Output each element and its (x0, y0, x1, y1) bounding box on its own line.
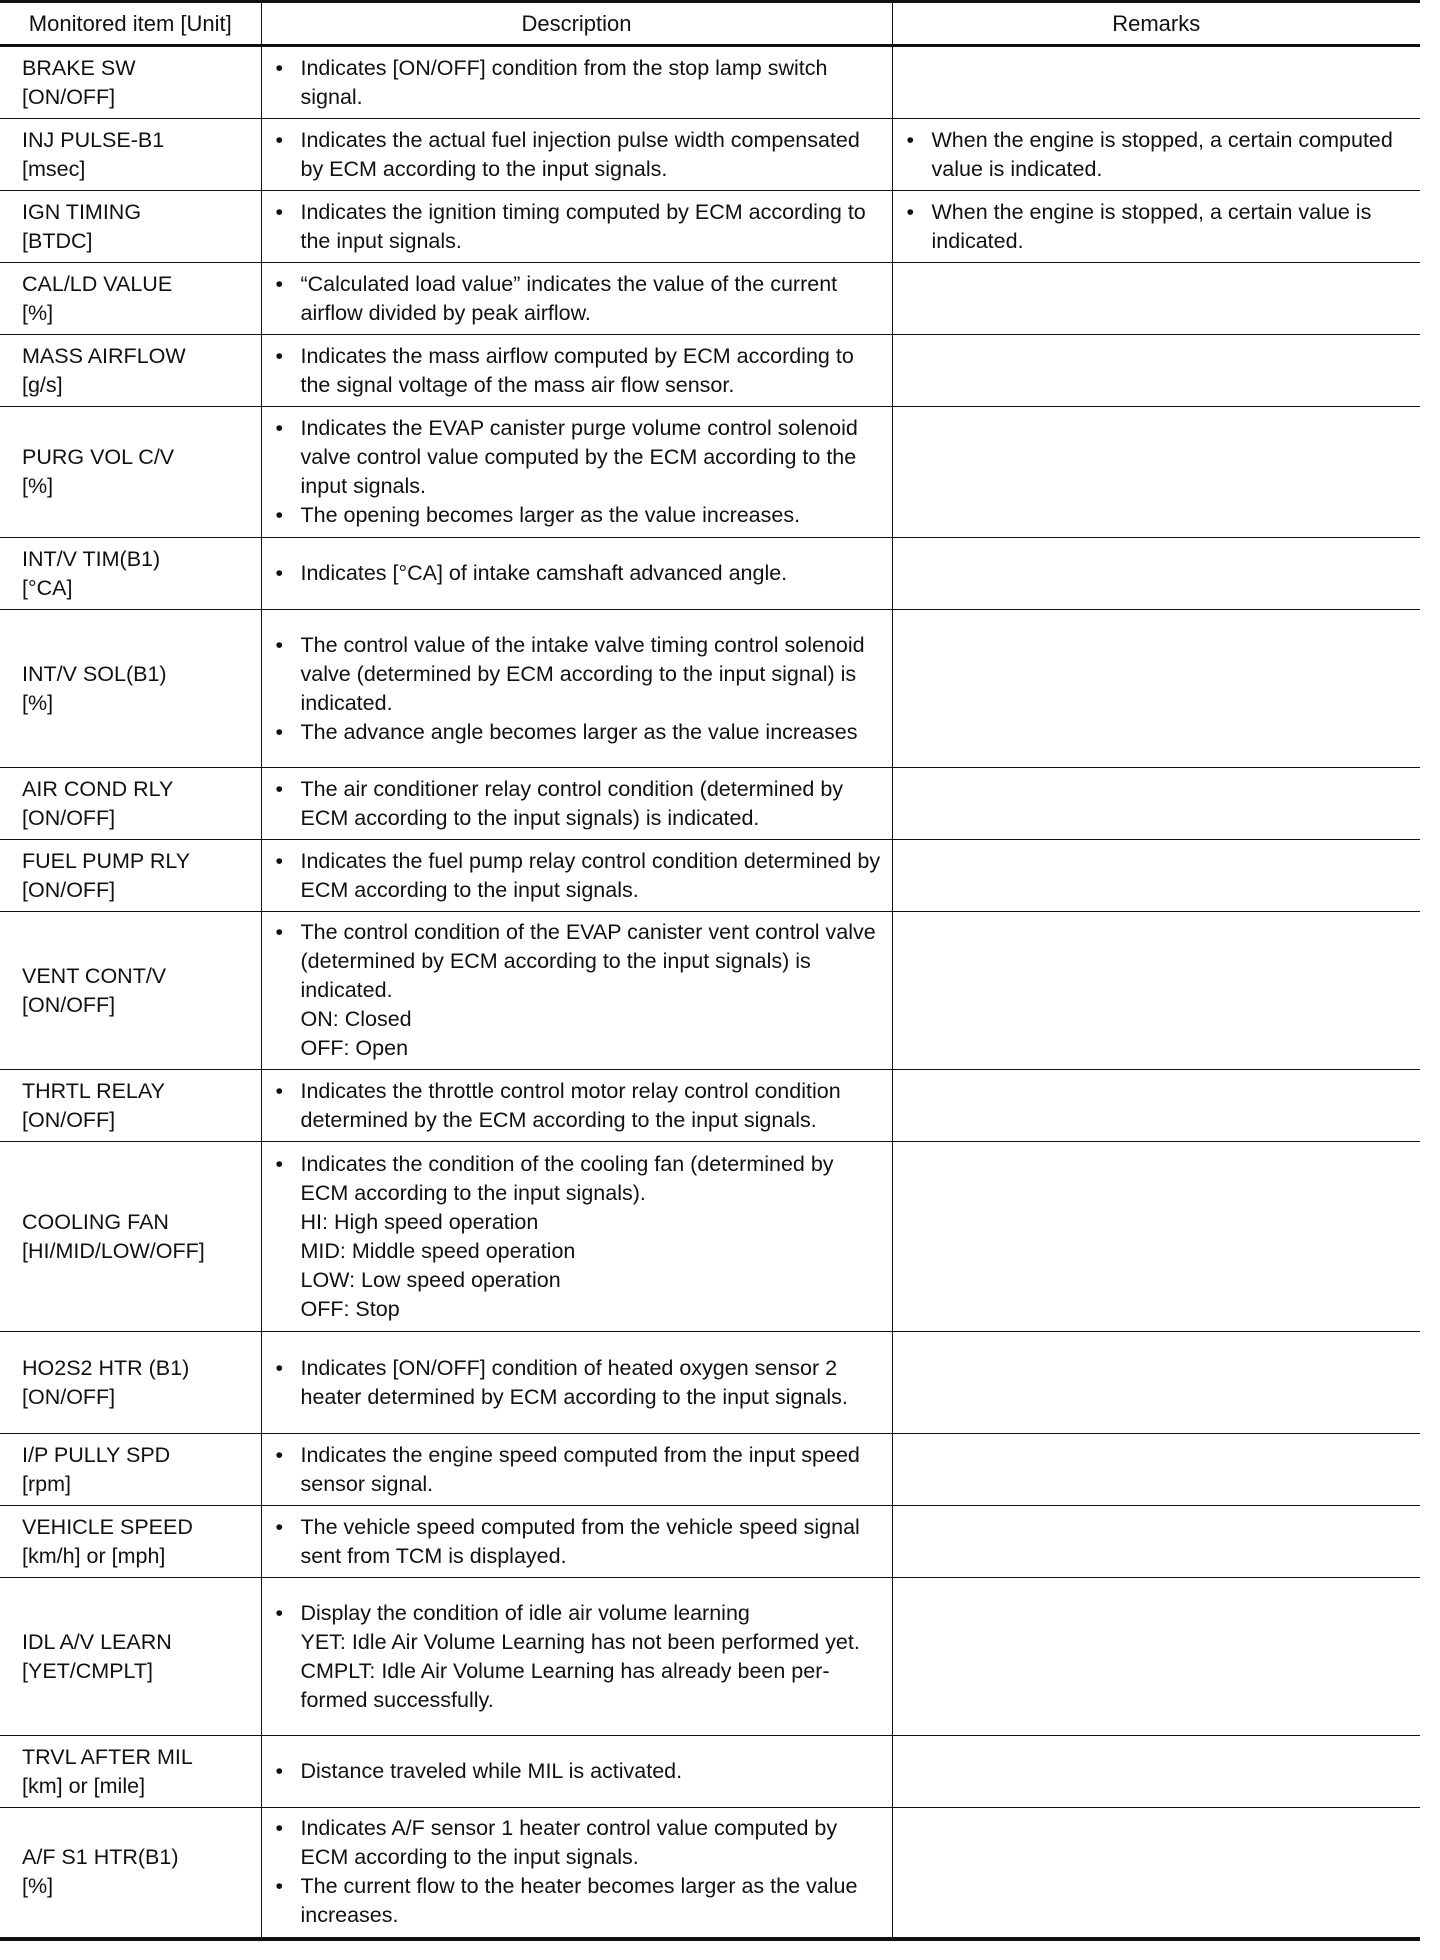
item-name: VENT CONT/V (22, 963, 167, 988)
description-subline: CMPLT: Idle Air Volume Learning has already been performed successfully. (300, 1658, 830, 1712)
description-cell (261, 768, 892, 840)
item-unit: [YET/CMPLT] (22, 1658, 154, 1683)
item-unit: [km/h] or [mph] (22, 1543, 166, 1568)
item-name: CAL/LD VALUE (22, 271, 173, 296)
description-cell (261, 46, 892, 119)
description-bullet: • The air conditioner relay control condition (determined by ECM according to the input signals) is indicated. (274, 775, 886, 833)
table-row (0, 1506, 1420, 1578)
item-unit: [%] (22, 1874, 54, 1899)
monitored-item-cell (0, 1578, 261, 1736)
description-bullet: • Indicates [°CA] of intake camshaft advanced angle. (274, 559, 886, 588)
description-subline: HI: High speed operation (300, 1209, 539, 1234)
item-unit: [msec] (22, 156, 86, 181)
item-name: COOLING FAN (22, 1209, 169, 1234)
item-unit: [°CA] (22, 575, 73, 600)
table-row (0, 768, 1420, 840)
table-row (0, 263, 1420, 335)
header-remarks: Remarks (892, 2, 1420, 46)
description-cell (261, 263, 892, 335)
table-row (0, 191, 1420, 263)
description-cell (261, 1808, 892, 1939)
item-name: I/P PULLY SPD (22, 1442, 171, 1467)
remarks-cell (892, 1808, 1420, 1939)
table-row (0, 46, 1420, 119)
table-row (0, 1070, 1420, 1142)
table-row (0, 1434, 1420, 1506)
description-bullet: • Indicates the EVAP canister purge volume control solenoid valve control value computed by the ECM according to the input signals. (274, 414, 886, 501)
item-unit: [g/s] (22, 372, 63, 397)
description-subline: OFF: Open (300, 1036, 409, 1060)
item-name: MASS AIRFLOW (22, 343, 186, 368)
description-bullet: • The vehicle speed computed from the vehicle speed signal sent from TCM is displayed. (274, 1513, 886, 1571)
item-name: VEHICLE SPEED (22, 1514, 193, 1539)
description-cell (261, 407, 892, 538)
monitored-item-cell (0, 1070, 261, 1142)
item-name: FUEL PUMP RLY (22, 848, 191, 873)
description-subline: ON: Closed (300, 1007, 412, 1031)
table-row (0, 1578, 1420, 1736)
item-name: BRAKE SW (22, 55, 136, 80)
item-name: TRVL AFTER MIL (22, 1744, 193, 1769)
item-unit: [%] (22, 690, 54, 715)
description-cell (261, 1578, 892, 1736)
remarks-cell (892, 1070, 1420, 1142)
item-name: INT/V SOL(B1) (22, 661, 167, 686)
monitored-item-cell (0, 840, 261, 912)
description-subline: YET: Idle Air Volume Learning has not been performed yet. (300, 1629, 860, 1654)
table-row (0, 610, 1420, 768)
remarks-cell (892, 1142, 1420, 1332)
description-cell (261, 840, 892, 912)
remarks-cell (892, 840, 1420, 912)
item-unit: [%] (22, 300, 54, 325)
description-bullet: • Indicates the fuel pump relay control condition determined by ECM according to the input signals. (274, 847, 886, 905)
description-bullet: • “Calculated load value” indicates the value of the current airflow divided by peak airflow. (274, 270, 886, 328)
description-bullet: • Indicates the engine speed computed from the input speed sensor signal. (274, 1441, 886, 1499)
remarks-cell (892, 191, 1420, 263)
item-unit: [ON/OFF] (22, 805, 116, 830)
item-name: IDL A/V LEARN (22, 1629, 172, 1654)
description-cell (261, 1736, 892, 1808)
description-cell (261, 912, 892, 1070)
description-bullet: • Indicates A/F sensor 1 heater control value computed by ECM according to the input signals. (274, 1814, 886, 1872)
item-unit: [BTDC] (22, 228, 93, 253)
monitored-item-cell (0, 46, 261, 119)
table-row (0, 1736, 1420, 1808)
item-name: AIR COND RLY (22, 776, 174, 801)
remarks-cell (892, 610, 1420, 768)
item-name: THRTL RELAY (22, 1078, 165, 1103)
item-name: INJ PULSE-B1 (22, 127, 165, 152)
description-bullet: • The current flow to the heater becomes larger as the value increases. (274, 1872, 886, 1930)
description-cell (261, 335, 892, 407)
item-unit: [rpm] (22, 1471, 71, 1496)
remarks-bullet: • When the engine is stopped, a certain computed value is indicated. (905, 126, 1415, 184)
item-unit: [ON/OFF] (22, 992, 116, 1017)
item-name: IGN TIMING (22, 199, 142, 224)
monitored-item-cell (0, 407, 261, 538)
remarks-cell (892, 1736, 1420, 1808)
table-header-row (0, 2, 1420, 46)
description-subline: OFF: Stop (300, 1296, 400, 1321)
monitored-item-cell (0, 263, 261, 335)
monitored-item-cell (0, 1506, 261, 1578)
monitored-item-cell (0, 610, 261, 768)
description-cell (261, 1332, 892, 1434)
remarks-cell (892, 335, 1420, 407)
description-bullet: • Indicates the actual fuel injection pulse width compensated by ECM according to the input signals. (274, 126, 886, 184)
table-row (0, 912, 1420, 1070)
item-unit: [ON/OFF] (22, 1107, 116, 1132)
description-bullet: • Indicates the ignition timing computed by ECM according to the input signals. (274, 198, 886, 256)
monitored-item-cell (0, 1142, 261, 1332)
remarks-cell (892, 407, 1420, 538)
item-name: INT/V TIM(B1) (22, 546, 161, 571)
description-bullet: • The control value of the intake valve timing control solenoid valve (determined by ECM according to the input signal) is indicated. (274, 631, 886, 718)
item-unit: [HI/MID/LOW/OFF] (22, 1238, 205, 1263)
monitored-item-cell (0, 768, 261, 840)
remarks-cell (892, 119, 1420, 191)
description-cell (261, 191, 892, 263)
remarks-cell (892, 263, 1420, 335)
remarks-bullet: • When the engine is stopped, a certain value is indicated. (905, 198, 1415, 256)
monitored-item-cell (0, 191, 261, 263)
table-row (0, 335, 1420, 407)
item-name: PURG VOL C/V (22, 445, 175, 469)
description-bullet: • Distance traveled while MIL is activated. (274, 1757, 886, 1786)
monitored-item-cell (0, 119, 261, 191)
monitored-item-cell (0, 538, 261, 610)
description-cell (261, 1506, 892, 1578)
description-bullet: • Indicates [ON/OFF] condition of heated oxygen sensor 2 heater determined by ECM according to the input signals. (274, 1354, 886, 1412)
description-bullet: • Display the condition of idle air volume learning (274, 1599, 886, 1628)
description-bullet: • The advance angle becomes larger as the value increases (274, 718, 886, 747)
description-bullet: • The control condition of the EVAP canister vent control valve (determined by ECM according to the input signals) is indicated. (274, 918, 886, 1005)
remarks-cell (892, 1506, 1420, 1578)
table-row (0, 1808, 1420, 1939)
remarks-cell (892, 538, 1420, 610)
table-row (0, 1332, 1420, 1434)
monitored-item-cell (0, 1736, 261, 1808)
monitored-item-cell (0, 335, 261, 407)
description-cell (261, 1434, 892, 1506)
monitored-item-cell (0, 1434, 261, 1506)
description-cell (261, 1070, 892, 1142)
remarks-cell (892, 768, 1420, 840)
description-cell (261, 538, 892, 610)
description-cell (261, 610, 892, 768)
monitored-item-cell (0, 1808, 261, 1939)
description-cell (261, 1142, 892, 1332)
monitored-item-cell (0, 1332, 261, 1434)
item-unit: [ON/OFF] (22, 84, 116, 109)
description-bullet: • The opening becomes larger as the value increases. (274, 501, 886, 530)
table-row (0, 119, 1420, 191)
item-unit: [km] or [mile] (22, 1773, 146, 1798)
table-row (0, 407, 1420, 538)
item-name: A/F S1 HTR(B1) (22, 1845, 179, 1870)
header-monitored-item: Monitored item [Unit] (0, 2, 261, 46)
description-bullet: • Indicates the throttle control motor relay control condition determined by the ECM according to the input signals. (274, 1077, 886, 1135)
item-unit: [ON/OFF] (22, 1384, 116, 1409)
description-subline: LOW: Low speed operation (300, 1267, 561, 1292)
description-bullet: • Indicates [ON/OFF] condition from the stop lamp switch signal. (274, 54, 886, 112)
remarks-cell (892, 1332, 1420, 1434)
description-bullet: • Indicates the mass airflow computed by ECM according to the signal voltage of the mass air flow sensor. (274, 342, 886, 400)
table-row (0, 538, 1420, 610)
header-description: Description (261, 2, 892, 46)
table-row (0, 840, 1420, 912)
item-unit: [ON/OFF] (22, 877, 116, 902)
description-subline: MID: Middle speed operation (300, 1238, 576, 1263)
remarks-cell (892, 912, 1420, 1070)
remarks-cell (892, 46, 1420, 119)
table-row (0, 1142, 1420, 1332)
description-cell (261, 119, 892, 191)
remarks-cell (892, 1434, 1420, 1506)
item-name: HO2S2 HTR (B1) (22, 1355, 190, 1380)
item-unit: [%] (22, 474, 54, 498)
remarks-cell (892, 1578, 1420, 1736)
description-bullet: • Indicates the condition of the cooling fan (determined by ECM according to the input signals). (274, 1150, 886, 1208)
monitored-item-cell (0, 912, 261, 1070)
